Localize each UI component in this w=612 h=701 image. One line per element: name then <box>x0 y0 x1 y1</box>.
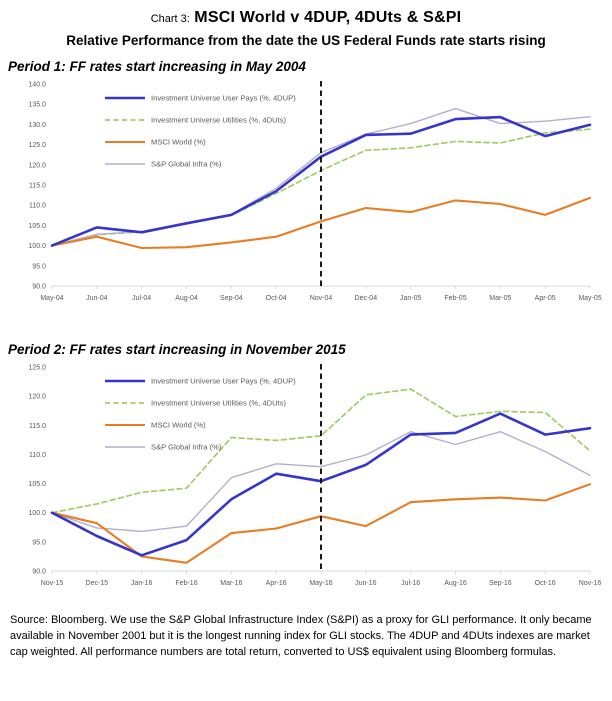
y-axis-label: 125.0 <box>28 142 46 150</box>
x-axis-label: Sep-04 <box>220 295 243 303</box>
x-axis-label: Jun-16 <box>355 580 377 588</box>
y-axis-label: 110.0 <box>29 452 46 460</box>
period1-chart <box>0 76 612 316</box>
period1-heading: Period 1: FF rates start increasing in May 2004 <box>8 59 306 75</box>
x-axis-label: Feb-05 <box>444 295 467 303</box>
x-axis-label: Jan-16 <box>130 580 153 588</box>
y-axis-label: 120.0 <box>28 394 46 402</box>
y-axis-label: 105.0 <box>28 223 46 231</box>
x-axis-label: Aug-16 <box>444 580 467 588</box>
y-axis-label: 100.0 <box>28 510 46 518</box>
x-axis-label: Jul-04 <box>132 295 152 303</box>
source-note: Source: Bloomberg. We use the S&P Global Infrastructure Index (S&PI) as a proxy for GLI performance. It only became available in November 2001 but it is the longest running index for GLI stocks. The 4DUP and 4DUts indexes are market cap weighted. All performance numbers are total return, converted to US$ equivalent using Bloomberg formulas. <box>10 614 592 658</box>
x-axis-label: Dec-04 <box>354 295 378 303</box>
x-axis-label: May-04 <box>40 295 64 303</box>
legend-label-1: Investment Universe Utilities (%, 4DUts) <box>151 399 287 409</box>
page-title: MSCI World v 4DUP, 4DUts & S&PI <box>194 9 462 26</box>
x-axis-label: Nov-16 <box>578 580 602 588</box>
x-axis-label: Mar-16 <box>220 580 243 588</box>
page-subtitle: Relative Performance from the date the US Federal Funds rate starts rising <box>66 32 546 48</box>
title-line <box>0 9 612 27</box>
y-axis-label: 100.0 <box>28 243 46 251</box>
y-axis-label: 90.0 <box>32 568 46 576</box>
x-axis-label: Jun-04 <box>86 295 108 303</box>
y-axis-label: 90.0 <box>32 283 46 291</box>
y-axis-label: 105.0 <box>28 481 46 489</box>
x-axis-label: Aug-04 <box>175 295 198 303</box>
x-axis-label: Apr-16 <box>265 580 287 588</box>
y-axis-label: 125.0 <box>28 364 46 372</box>
legend-label-0: Investment Universe User Pays (%, 4DUP) <box>151 94 296 104</box>
legend-label-2: MSCI World (%) <box>151 138 206 148</box>
x-axis-label: Oct-04 <box>265 295 287 303</box>
chart-number-label: Chart 3: <box>150 13 190 25</box>
y-axis-label: 115.0 <box>29 182 46 190</box>
legend-label-2: MSCI World (%) <box>151 421 206 431</box>
x-axis-label: Jul-16 <box>401 580 421 588</box>
chart-header <box>0 9 612 48</box>
y-axis-label: 140.0 <box>28 81 46 89</box>
x-axis-label: Nov-04 <box>309 295 333 303</box>
x-axis-label: Mar-05 <box>489 295 512 303</box>
y-axis-label: 135.0 <box>28 102 46 110</box>
y-axis-label: 95.0 <box>32 263 46 271</box>
y-axis-label: 95.0 <box>32 539 46 547</box>
x-axis-label: Oct-16 <box>534 580 556 588</box>
period2-heading: Period 2: FF rates start increasing in November 2015 <box>8 342 346 358</box>
x-axis-label: Sep-16 <box>489 580 512 588</box>
x-axis-label: Dec-15 <box>85 580 109 588</box>
x-axis-label: Apr-05 <box>534 295 556 303</box>
y-axis-label: 115.0 <box>29 423 46 431</box>
x-axis-label: Jan-05 <box>399 295 422 303</box>
x-axis-label: May-05 <box>578 295 602 303</box>
legend-label-3: S&P Global Infra (%) <box>151 160 222 170</box>
period2-chart <box>0 359 612 601</box>
legend-label-0: Investment Universe User Pays (%, 4DUP) <box>151 377 296 387</box>
x-axis-label: May-16 <box>309 580 333 588</box>
legend-label-1: Investment Universe Utilities (%, 4DUts) <box>151 116 287 126</box>
x-axis-label: Feb-16 <box>175 580 198 588</box>
legend-label-3: S&P Global Infra (%) <box>151 443 222 453</box>
x-axis-label: Nov-15 <box>40 580 64 588</box>
y-axis-label: 110.0 <box>29 203 46 211</box>
y-axis-label: 120.0 <box>28 162 46 170</box>
y-axis-label: 130.0 <box>28 122 46 130</box>
